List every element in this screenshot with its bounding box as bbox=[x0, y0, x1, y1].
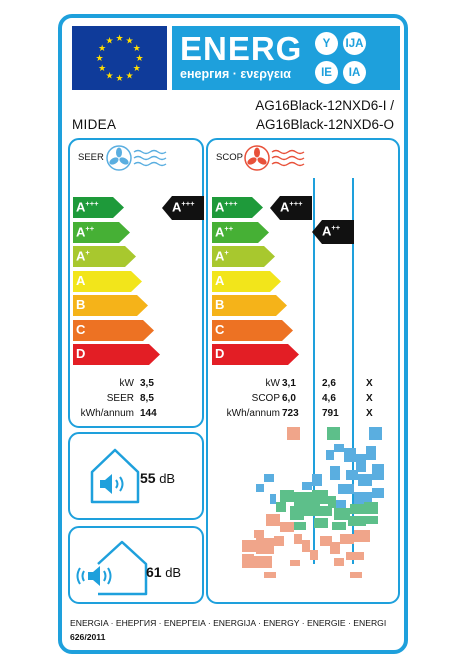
annual-consumption-value: 144 bbox=[140, 408, 157, 419]
annual-consumption-label: kWh/annum bbox=[80, 408, 134, 419]
indoor-noise-level bbox=[140, 470, 175, 486]
colder-zone-swatch bbox=[369, 427, 382, 440]
class-letter: D bbox=[76, 346, 86, 361]
class-plus: ++ bbox=[224, 223, 234, 233]
seer-class-arrow bbox=[73, 197, 125, 218]
class-plus: +++ bbox=[85, 199, 99, 208]
average-zone-swatch bbox=[327, 427, 340, 440]
svg-text:★: ★ bbox=[125, 36, 134, 47]
seer-value: 8,5 bbox=[140, 393, 154, 404]
svg-text:★: ★ bbox=[98, 64, 107, 74]
colder-value: X bbox=[366, 393, 373, 404]
class-letter: A bbox=[215, 199, 225, 215]
class-letter: B bbox=[215, 297, 225, 312]
scop-class-arrow bbox=[212, 246, 276, 267]
class-letter: D bbox=[215, 346, 225, 361]
indoor-noise-value: 55 bbox=[140, 470, 156, 486]
energy-subtitle: енергия · ενεργεια bbox=[180, 67, 291, 81]
outdoor-unit-speaker-icon bbox=[74, 534, 156, 598]
class-letter: A bbox=[76, 223, 86, 239]
class-letter: C bbox=[76, 321, 86, 337]
indoor-unit-speaker-icon bbox=[84, 444, 146, 506]
regulation-number: 626/2011 bbox=[70, 632, 106, 642]
scop-rating-marker-average bbox=[312, 220, 354, 244]
label-header bbox=[72, 26, 400, 92]
language-badge: IE bbox=[315, 61, 338, 84]
svg-text:★: ★ bbox=[125, 71, 134, 82]
svg-text:★: ★ bbox=[132, 64, 141, 74]
warm-value: 6,0 bbox=[282, 393, 296, 404]
outdoor-noise-unit: dB bbox=[165, 565, 182, 580]
seer-label: SEER bbox=[106, 393, 134, 404]
colder-value: X bbox=[366, 378, 373, 389]
class-letter: C bbox=[215, 321, 225, 337]
indoor-noise-unit: dB bbox=[159, 471, 176, 486]
seer-class-arrow bbox=[73, 320, 155, 341]
class-plus: + bbox=[224, 248, 229, 257]
class-letter: A bbox=[215, 272, 225, 288]
average-value: 791 bbox=[322, 408, 339, 419]
class-letter: A bbox=[280, 199, 290, 215]
svg-text:★: ★ bbox=[98, 44, 107, 54]
language-badge: IJA bbox=[343, 32, 366, 55]
average-value: 2,6 bbox=[322, 378, 336, 389]
warm-value: 3,1 bbox=[282, 378, 296, 389]
class-letter: A bbox=[76, 199, 86, 215]
seer-class-arrow bbox=[73, 246, 137, 267]
class-letter: A bbox=[76, 248, 86, 264]
warm-value: 723 bbox=[282, 408, 299, 419]
kw-label: kW bbox=[265, 378, 280, 389]
seer-class-arrow bbox=[73, 295, 149, 316]
eu-flag-icon bbox=[72, 26, 167, 90]
energy-title: ENERG bbox=[180, 30, 303, 67]
seer-class-arrow bbox=[73, 344, 161, 365]
scop-rating-marker-warm bbox=[270, 196, 312, 220]
language-badge: Y bbox=[315, 32, 338, 55]
footer-languages: ENERGIA · ЕНЕРГИЯ · ΕΝΕΡΓΕΙΑ · ENERGIJA · ENERGY · ENERGIE · ENERGI bbox=[70, 618, 387, 628]
seer-class-arrow bbox=[73, 271, 143, 292]
scop-class-arrow bbox=[212, 271, 282, 292]
average-value: 4,6 bbox=[322, 393, 336, 404]
design-load-value: 3,5 bbox=[140, 378, 154, 389]
scop-class-arrow bbox=[212, 320, 294, 341]
class-letter: A bbox=[322, 223, 332, 239]
scop-title: SCOP bbox=[216, 152, 243, 163]
outdoor-noise-panel bbox=[68, 526, 204, 604]
class-plus: +++ bbox=[181, 199, 195, 208]
class-letter: A bbox=[172, 199, 182, 215]
europe-climate-map-icon bbox=[234, 444, 392, 594]
class-plus: +++ bbox=[289, 199, 303, 208]
colder-value: X bbox=[366, 408, 373, 419]
class-letter: A bbox=[215, 223, 225, 239]
cooling-fan-icon bbox=[106, 144, 168, 172]
indoor-noise-panel bbox=[68, 432, 204, 520]
kw-label: kW bbox=[119, 378, 134, 389]
language-badge: IA bbox=[343, 61, 366, 84]
energy-banner bbox=[172, 26, 400, 90]
svg-text:★: ★ bbox=[95, 54, 104, 64]
seer-rating-marker bbox=[162, 196, 204, 220]
class-letter: B bbox=[76, 297, 86, 312]
class-letter: A bbox=[76, 272, 86, 288]
class-plus: + bbox=[85, 248, 90, 257]
annual-consumption-label: kWh/annum bbox=[226, 408, 280, 419]
scop-label: SCOP bbox=[251, 393, 280, 404]
outdoor-noise-value: 61 bbox=[146, 564, 162, 580]
scop-class-arrow bbox=[212, 344, 300, 365]
seer-class-arrow bbox=[73, 222, 131, 243]
svg-text:★: ★ bbox=[132, 44, 141, 54]
supplier-name: MIDEA bbox=[72, 117, 117, 132]
class-plus: ++ bbox=[85, 223, 95, 233]
warm-zone-swatch bbox=[287, 427, 300, 440]
scop-class-arrow bbox=[212, 295, 288, 316]
svg-text:★: ★ bbox=[115, 74, 124, 84]
svg-text:★: ★ bbox=[135, 54, 144, 64]
seer-title: SEER bbox=[78, 152, 104, 163]
outdoor-noise-level bbox=[146, 564, 181, 580]
heating-fan-icon bbox=[244, 144, 306, 172]
class-letter: A bbox=[215, 248, 225, 264]
scop-class-arrow bbox=[212, 197, 264, 218]
scop-class-arrow bbox=[212, 222, 270, 243]
svg-text:★: ★ bbox=[115, 34, 124, 44]
svg-text:★: ★ bbox=[105, 36, 114, 47]
model-line-1: AG16Black-12NXD6-I / bbox=[255, 98, 394, 113]
class-plus: +++ bbox=[224, 199, 238, 208]
class-plus: ++ bbox=[331, 223, 341, 232]
svg-text:★: ★ bbox=[105, 71, 114, 82]
model-line-2: AG16Black-12NXD6-O bbox=[255, 117, 394, 132]
